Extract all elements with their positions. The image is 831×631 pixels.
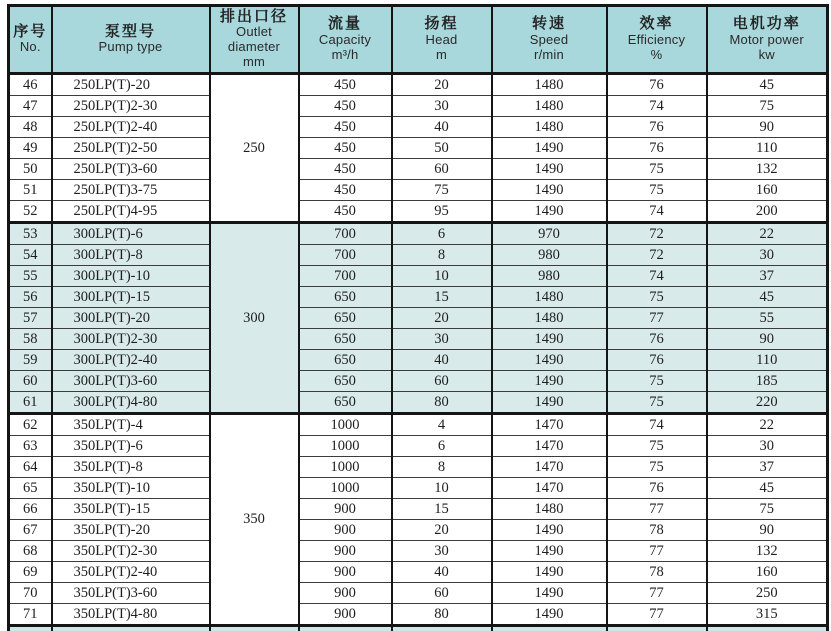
cell-efficiency: 77 xyxy=(607,604,707,626)
partial-next-row xyxy=(9,626,828,631)
cell-power: 220 xyxy=(707,392,828,414)
cell-head: 50 xyxy=(392,138,492,159)
cell-outlet-diameter: 250 xyxy=(210,74,299,223)
cell-no: 68 xyxy=(9,541,52,562)
table-row xyxy=(9,201,828,223)
cell-no: 58 xyxy=(9,329,52,350)
cell-head: 20 xyxy=(392,74,492,96)
table-row xyxy=(9,329,828,350)
table-row xyxy=(9,414,828,436)
table-row xyxy=(9,478,828,499)
cell-efficiency: 76 xyxy=(607,117,707,138)
col-header-speed xyxy=(492,6,607,74)
cell-power: 75 xyxy=(707,96,828,117)
cell-head: 15 xyxy=(392,287,492,308)
partial-cell xyxy=(9,626,52,631)
cell-no: 57 xyxy=(9,308,52,329)
cell-speed: 1490 xyxy=(492,520,607,541)
cell-capacity: 450 xyxy=(299,74,392,96)
cell-pump-type: 350LP(T)-20 xyxy=(52,520,210,541)
cell-pump-type: 350LP(T)2-30 xyxy=(52,541,210,562)
col-header-efficiency-en: Efficiency xyxy=(627,31,686,47)
col-header-capacity-unit: m³/h xyxy=(331,46,359,62)
col-header-pump-type-zh: 泵型号 xyxy=(104,22,156,40)
table-row xyxy=(9,562,828,583)
cell-efficiency: 77 xyxy=(607,583,707,604)
cell-efficiency: 76 xyxy=(607,138,707,159)
cell-speed: 1490 xyxy=(492,138,607,159)
table-row xyxy=(9,436,828,457)
cell-pump-type: 350LP(T)-4 xyxy=(52,414,210,436)
col-header-capacity-en: Capacity xyxy=(318,31,372,47)
cell-head: 6 xyxy=(392,436,492,457)
cell-head: 20 xyxy=(392,520,492,541)
cell-pump-type: 250LP(T)3-60 xyxy=(52,159,210,180)
table-row xyxy=(9,392,828,414)
cell-speed: 1490 xyxy=(492,350,607,371)
cell-no: 59 xyxy=(9,350,52,371)
cell-head: 15 xyxy=(392,499,492,520)
cell-speed: 1480 xyxy=(492,74,607,96)
cell-pump-type: 350LP(T)-15 xyxy=(52,499,210,520)
cell-efficiency: 76 xyxy=(607,329,707,350)
col-header-speed-zh: 转速 xyxy=(531,15,566,33)
cell-power: 37 xyxy=(707,266,828,287)
cell-head: 8 xyxy=(392,457,492,478)
cell-head: 60 xyxy=(392,371,492,392)
cell-pump-type: 250LP(T)3-75 xyxy=(52,180,210,201)
cell-power: 55 xyxy=(707,308,828,329)
cell-head: 40 xyxy=(392,562,492,583)
cell-capacity: 900 xyxy=(299,604,392,626)
cell-efficiency: 77 xyxy=(607,308,707,329)
cell-pump-type: 300LP(T)-20 xyxy=(52,308,210,329)
cell-no: 49 xyxy=(9,138,52,159)
cell-speed: 1480 xyxy=(492,308,607,329)
cell-no: 61 xyxy=(9,392,52,414)
cell-speed: 1470 xyxy=(492,457,607,478)
cell-head: 4 xyxy=(392,414,492,436)
col-header-speed-en: Speed xyxy=(529,31,569,47)
table-row xyxy=(9,159,828,180)
cell-speed: 1490 xyxy=(492,604,607,626)
cell-efficiency: 78 xyxy=(607,562,707,583)
cell-capacity: 650 xyxy=(299,308,392,329)
partial-cell xyxy=(52,626,210,631)
cell-head: 60 xyxy=(392,159,492,180)
cell-efficiency: 77 xyxy=(607,541,707,562)
cell-speed: 1490 xyxy=(492,583,607,604)
cell-efficiency: 77 xyxy=(607,499,707,520)
cell-power: 185 xyxy=(707,371,828,392)
partial-cell xyxy=(392,626,492,631)
cell-speed: 1490 xyxy=(492,392,607,414)
cell-capacity: 700 xyxy=(299,266,392,287)
cell-capacity: 1000 xyxy=(299,457,392,478)
cell-power: 110 xyxy=(707,350,828,371)
cell-power: 315 xyxy=(707,604,828,626)
cell-efficiency: 72 xyxy=(607,223,707,245)
table-row xyxy=(9,223,828,245)
cell-speed: 1490 xyxy=(492,371,607,392)
cell-pump-type: 350LP(T)-6 xyxy=(52,436,210,457)
cell-head: 10 xyxy=(392,478,492,499)
cell-head: 30 xyxy=(392,541,492,562)
cell-capacity: 450 xyxy=(299,201,392,223)
cell-power: 22 xyxy=(707,414,828,436)
cell-no: 51 xyxy=(9,180,52,201)
partial-cell xyxy=(210,626,299,631)
cell-efficiency: 75 xyxy=(607,436,707,457)
cell-efficiency: 75 xyxy=(607,180,707,201)
cell-head: 40 xyxy=(392,350,492,371)
cell-head: 80 xyxy=(392,392,492,414)
cell-no: 46 xyxy=(9,74,52,96)
cell-no: 48 xyxy=(9,117,52,138)
cell-power: 200 xyxy=(707,201,828,223)
table-row xyxy=(9,180,828,201)
col-header-no xyxy=(9,6,52,74)
cell-efficiency: 75 xyxy=(607,159,707,180)
cell-speed: 1480 xyxy=(492,499,607,520)
cell-power: 75 xyxy=(707,499,828,520)
cell-capacity: 1000 xyxy=(299,414,392,436)
cell-efficiency: 74 xyxy=(607,96,707,117)
cell-power: 30 xyxy=(707,436,828,457)
cell-no: 56 xyxy=(9,287,52,308)
cell-efficiency: 75 xyxy=(607,457,707,478)
cell-capacity: 1000 xyxy=(299,478,392,499)
cell-no: 70 xyxy=(9,583,52,604)
cell-speed: 1470 xyxy=(492,414,607,436)
cell-no: 66 xyxy=(9,499,52,520)
cell-head: 75 xyxy=(392,180,492,201)
cell-efficiency: 78 xyxy=(607,520,707,541)
cell-no: 47 xyxy=(9,96,52,117)
cell-power: 250 xyxy=(707,583,828,604)
table-row xyxy=(9,541,828,562)
cell-head: 6 xyxy=(392,223,492,245)
cell-speed: 970 xyxy=(492,223,607,245)
cell-capacity: 450 xyxy=(299,96,392,117)
header-row xyxy=(9,6,828,74)
cell-efficiency: 75 xyxy=(607,392,707,414)
cell-no: 60 xyxy=(9,371,52,392)
cell-pump-type: 250LP(T)2-30 xyxy=(52,96,210,117)
cell-head: 8 xyxy=(392,245,492,266)
cell-head: 60 xyxy=(392,583,492,604)
partial-cell xyxy=(607,626,707,631)
cell-power: 160 xyxy=(707,180,828,201)
cell-no: 50 xyxy=(9,159,52,180)
cell-power: 160 xyxy=(707,562,828,583)
col-header-motor-power-unit: kw xyxy=(758,46,775,62)
cell-no: 64 xyxy=(9,457,52,478)
cell-outlet-diameter: 350 xyxy=(210,414,299,626)
col-header-capacity-zh: 流量 xyxy=(327,15,362,33)
cell-no: 65 xyxy=(9,478,52,499)
cell-power: 90 xyxy=(707,520,828,541)
cell-speed: 1480 xyxy=(492,96,607,117)
partial-cell xyxy=(299,626,392,631)
table-row xyxy=(9,583,828,604)
cell-efficiency: 72 xyxy=(607,245,707,266)
col-header-head-unit: m xyxy=(435,46,448,62)
col-header-speed-unit: r/min xyxy=(534,46,564,62)
table-row xyxy=(9,74,828,96)
partial-cell xyxy=(492,626,607,631)
cell-pump-type: 250LP(T)2-50 xyxy=(52,138,210,159)
table-row xyxy=(9,457,828,478)
col-header-head-en: Head xyxy=(425,31,458,47)
cell-speed: 1470 xyxy=(492,478,607,499)
cell-speed: 1490 xyxy=(492,562,607,583)
cell-pump-type: 300LP(T)3-60 xyxy=(52,371,210,392)
cell-no: 53 xyxy=(9,223,52,245)
table-body xyxy=(9,74,828,631)
cell-power: 90 xyxy=(707,117,828,138)
cell-power: 45 xyxy=(707,478,828,499)
cell-efficiency: 74 xyxy=(607,201,707,223)
cell-outlet-diameter: 300 xyxy=(210,223,299,414)
cell-speed: 1490 xyxy=(492,159,607,180)
cell-efficiency: 74 xyxy=(607,414,707,436)
cell-power: 90 xyxy=(707,329,828,350)
table-row xyxy=(9,138,828,159)
cell-no: 67 xyxy=(9,520,52,541)
cell-pump-type: 250LP(T)4-95 xyxy=(52,201,210,223)
col-header-outlet-diameter-zh: 排出口径 xyxy=(219,8,288,25)
col-header-motor-power-zh: 电机功率 xyxy=(732,15,801,33)
col-header-outlet-diameter-unit: mm xyxy=(242,54,266,70)
cell-pump-type: 350LP(T)2-40 xyxy=(52,562,210,583)
col-header-outlet-diameter xyxy=(210,6,299,74)
cell-efficiency: 76 xyxy=(607,478,707,499)
cell-pump-type: 250LP(T)-20 xyxy=(52,74,210,96)
cell-capacity: 1000 xyxy=(299,436,392,457)
col-header-no-zh: 序号 xyxy=(13,22,48,40)
col-header-pump-type xyxy=(52,6,210,74)
col-header-motor-power-en: Motor power xyxy=(729,31,804,47)
col-header-motor-power xyxy=(707,6,828,74)
cell-speed: 1490 xyxy=(492,201,607,223)
partial-cell xyxy=(707,626,828,631)
cell-capacity: 650 xyxy=(299,371,392,392)
cell-head: 30 xyxy=(392,329,492,350)
cell-pump-type: 300LP(T)-8 xyxy=(52,245,210,266)
table-row xyxy=(9,604,828,626)
cell-pump-type: 300LP(T)-10 xyxy=(52,266,210,287)
cell-no: 62 xyxy=(9,414,52,436)
cell-speed: 1480 xyxy=(492,117,607,138)
table-row xyxy=(9,287,828,308)
table-row xyxy=(9,520,828,541)
col-header-outlet-diameter-en: Outlet diameter xyxy=(227,24,281,55)
col-header-efficiency-unit: % xyxy=(650,46,663,62)
cell-pump-type: 300LP(T)2-30 xyxy=(52,329,210,350)
cell-speed: 1490 xyxy=(492,180,607,201)
table-row xyxy=(9,371,828,392)
cell-pump-type: 350LP(T)-8 xyxy=(52,457,210,478)
table-row xyxy=(9,245,828,266)
cell-capacity: 650 xyxy=(299,287,392,308)
cell-capacity: 650 xyxy=(299,329,392,350)
cell-head: 30 xyxy=(392,96,492,117)
cell-speed: 1470 xyxy=(492,436,607,457)
cell-pump-type: 350LP(T)-10 xyxy=(52,478,210,499)
cell-no: 69 xyxy=(9,562,52,583)
cell-capacity: 700 xyxy=(299,245,392,266)
cell-power: 132 xyxy=(707,159,828,180)
cell-power: 22 xyxy=(707,223,828,245)
cell-speed: 1480 xyxy=(492,287,607,308)
table-row xyxy=(9,117,828,138)
cell-efficiency: 75 xyxy=(607,287,707,308)
pump-spec-table xyxy=(7,4,829,631)
cell-capacity: 900 xyxy=(299,520,392,541)
cell-no: 52 xyxy=(9,201,52,223)
cell-efficiency: 76 xyxy=(607,74,707,96)
cell-head: 10 xyxy=(392,266,492,287)
cell-capacity: 900 xyxy=(299,583,392,604)
cell-pump-type: 300LP(T)4-80 xyxy=(52,392,210,414)
col-header-no-en: No. xyxy=(19,39,41,55)
table-row xyxy=(9,266,828,287)
col-header-efficiency xyxy=(607,6,707,74)
cell-capacity: 450 xyxy=(299,138,392,159)
cell-head: 80 xyxy=(392,604,492,626)
cell-pump-type: 300LP(T)-6 xyxy=(52,223,210,245)
col-header-head-zh: 扬程 xyxy=(424,15,459,33)
cell-speed: 980 xyxy=(492,266,607,287)
table-row xyxy=(9,499,828,520)
cell-pump-type: 300LP(T)2-40 xyxy=(52,350,210,371)
cell-capacity: 650 xyxy=(299,350,392,371)
cell-capacity: 450 xyxy=(299,159,392,180)
cell-speed: 1490 xyxy=(492,541,607,562)
cell-pump-type: 350LP(T)3-60 xyxy=(52,583,210,604)
cell-no: 55 xyxy=(9,266,52,287)
cell-capacity: 900 xyxy=(299,499,392,520)
cell-head: 40 xyxy=(392,117,492,138)
cell-power: 132 xyxy=(707,541,828,562)
cell-power: 110 xyxy=(707,138,828,159)
cell-power: 37 xyxy=(707,457,828,478)
table-header xyxy=(9,6,828,74)
cell-capacity: 900 xyxy=(299,562,392,583)
cell-speed: 1490 xyxy=(492,329,607,350)
cell-head: 95 xyxy=(392,201,492,223)
cell-capacity: 450 xyxy=(299,180,392,201)
cell-no: 71 xyxy=(9,604,52,626)
cell-pump-type: 300LP(T)-15 xyxy=(52,287,210,308)
col-header-pump-type-en: Pump type xyxy=(98,39,163,55)
col-header-efficiency-zh: 效率 xyxy=(639,15,674,33)
cell-power: 45 xyxy=(707,287,828,308)
cell-no: 54 xyxy=(9,245,52,266)
cell-capacity: 700 xyxy=(299,223,392,245)
cell-pump-type: 250LP(T)2-40 xyxy=(52,117,210,138)
cell-efficiency: 76 xyxy=(607,350,707,371)
cell-head: 20 xyxy=(392,308,492,329)
cell-capacity: 450 xyxy=(299,117,392,138)
col-header-head xyxy=(392,6,492,74)
table-row xyxy=(9,96,828,117)
col-header-capacity xyxy=(299,6,392,74)
table-row xyxy=(9,308,828,329)
cell-efficiency: 74 xyxy=(607,266,707,287)
cell-power: 45 xyxy=(707,74,828,96)
cell-no: 63 xyxy=(9,436,52,457)
cell-capacity: 650 xyxy=(299,392,392,414)
cell-pump-type: 350LP(T)4-80 xyxy=(52,604,210,626)
cell-efficiency: 75 xyxy=(607,371,707,392)
cell-speed: 980 xyxy=(492,245,607,266)
cell-capacity: 900 xyxy=(299,541,392,562)
cell-power: 30 xyxy=(707,245,828,266)
table-row xyxy=(9,350,828,371)
